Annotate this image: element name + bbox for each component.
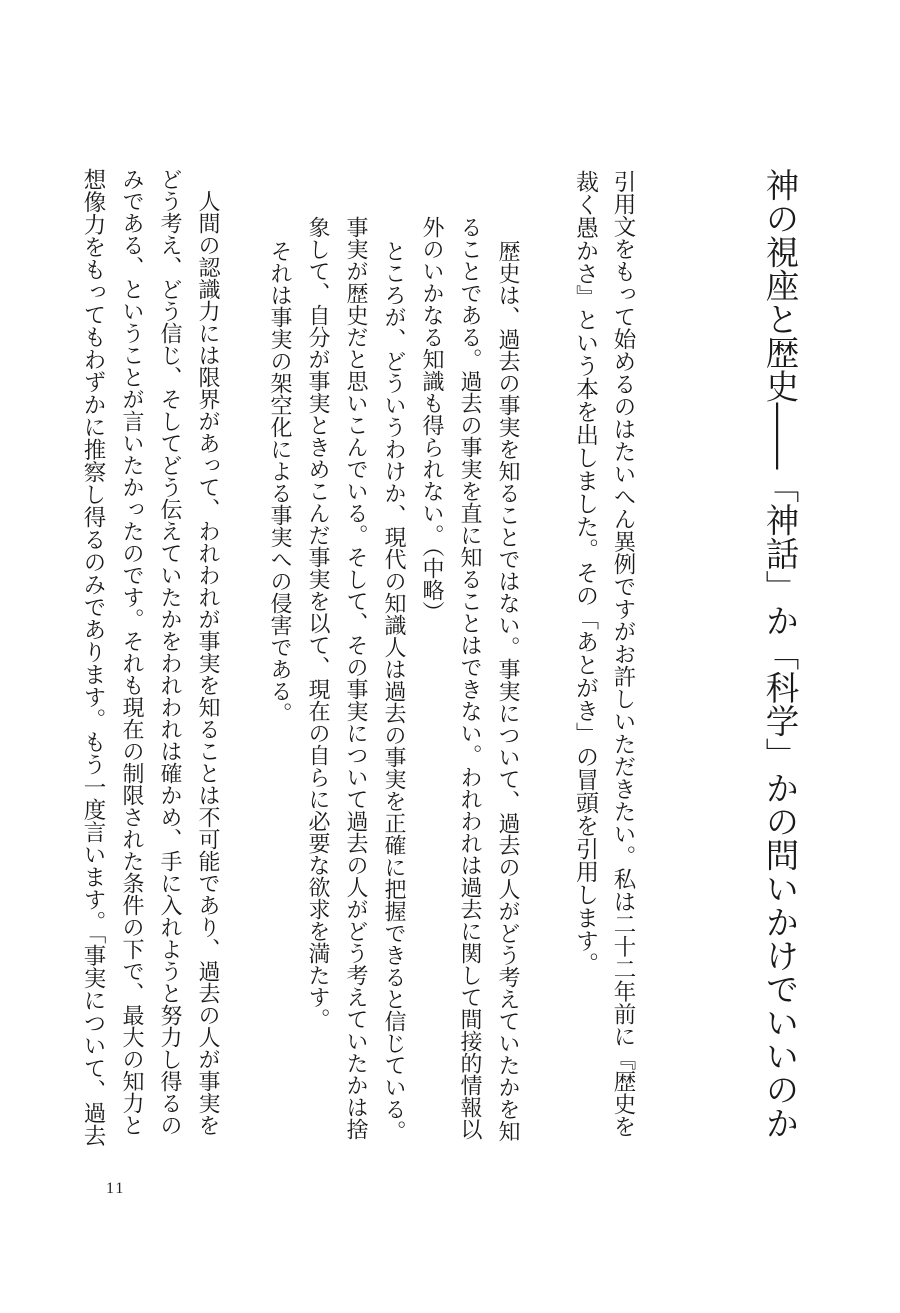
quote-line-5: 事実が歴史だと思いこんでいる。そして、その事実について過去の人がどう考えていたかは捨	[343, 216, 368, 1140]
body-line-2: どう考え、どう信じ、そしてどう伝えていたかをわれわれは確かめ、手に入れようと努力し得るの	[157, 168, 182, 1136]
quote-line-4: ところが、どういうわけか、現代の知識人は過去の事実を正確に把握できると信じている。	[381, 240, 406, 1142]
body-line-1: 人間の認識力には限界があって、われわれが事実を知ることは不可能であり、過去の人が事実を	[195, 190, 220, 1136]
body-line-3: みである、ということが言いたかったのです。それも現在の制限された条件の下で、最大の知力と	[119, 168, 144, 1136]
body-line-4: 想像力をもってもわずかに推察し得るのみであります。もう一度言います。「事実について、過去	[80, 168, 106, 1147]
intro-line-2: 裁く愚かさ』という本を出しました。その「あとがき」の冒頭を引用します。	[572, 170, 598, 975]
intro-line-1: 引用文をもって始めるのはたいへん異例ですがお許しいただきたい。私は二十二年前に『歴史を	[610, 170, 636, 1138]
quote-line-1: 歴史は、過去の事実を知ることではない。事実について、過去の人がどう考えていたかを知	[495, 240, 520, 1142]
page-number: 11	[106, 1180, 126, 1197]
quote-line-6: 象して、自分が事実ときめこんだ事実を以て、現在の自らに必要な欲求を満たす。	[305, 216, 330, 1030]
quote-line-2: ることである。過去の事実を直に知ることはできない。われわれは過去に関して間接的情報以	[457, 216, 482, 1140]
quote-line-7: それは事実の架空化による事実への侵害である。	[267, 240, 292, 724]
quote-line-3: 外のいかなる知識も得られない。（中略）	[419, 216, 444, 623]
chapter-title: 神の視座と歴史――「神話」か「科学」かの問いかけでいいのか	[760, 168, 799, 1140]
